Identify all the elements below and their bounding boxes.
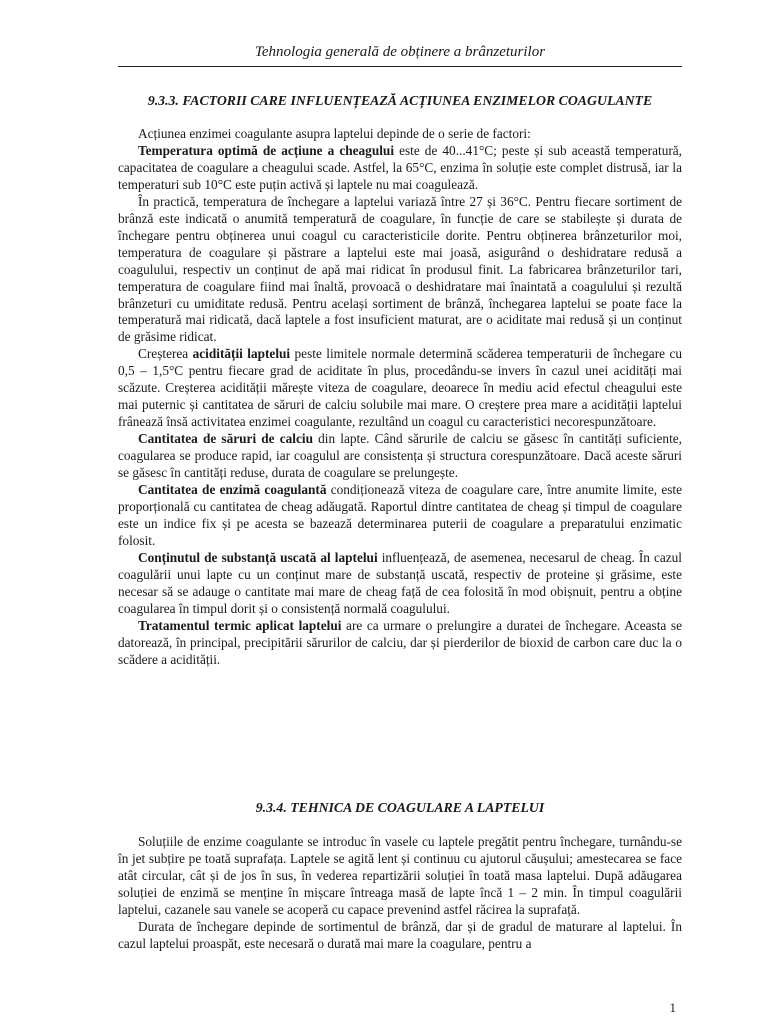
page-header: Tehnologia generală de obținere a brânzeturilor	[254, 44, 546, 60]
paragraph-text: condiționează viteza de coagulare care, între anumite limite, este proporțională cu cantitatea de cheag adăugată. Raportul dintre cantitatea de cheag și timpul de coagulare este un indice fix și pe acesta se bazează determinarea puterii de coagulare a preparatului enzimatic folosit.	[118, 482, 682, 548]
paragraph	[118, 482, 682, 550]
paragraph-text: din lapte. Când sărurile de calciu se găsesc în cantități suficiente, coagularea se produce rapid, iar coagulul are consistența și structura corespunzătoare. Dacă aceste săruri se găsesc în cantități reduse, durata de coagulare se prelungește.	[118, 431, 682, 481]
header-divider	[118, 66, 682, 67]
paragraph-text: influențează, de asemenea, necesarul de cheag. În cazul coagulării unui lapte cu un conținut mare de substanță uscată, respectiv de proteine și grăsime, este necesar să se adauge o cantitate mai mare de cheag față de cea folosită în mod obișnuit, pentru a obține coagularea în timpul dorit și o consistență normală coagulului.	[118, 549, 683, 616]
paragraph: Durata de închegare depinde de sortimentul de brânză, dar și de gradul de maturare al laptelui. În cazul laptelui proaspăt, este necesară o durată mai mare la coagulare, pentru a	[118, 918, 682, 951]
paragraph	[118, 346, 682, 431]
bold-term: acidității laptelui	[192, 346, 291, 362]
paragraph	[118, 550, 682, 618]
section-body	[118, 834, 682, 953]
bold-term: Cantitatea de enzimă coagulantă	[138, 482, 327, 498]
bold-term: Cantitatea de săruri de calciu	[138, 431, 313, 447]
paragraph-text: Creșterea	[138, 346, 193, 362]
paragraph	[118, 431, 682, 482]
paragraph: În practică, temperatura de închegare a laptelui variază între 27 și 36°C. Pentru fiecare sortiment de brânză este indicată o anumită temperatură de coagulare, în funcție de care se stabilește și durata de închegare pentru obținerea unui coagul cu caracteristicile dorite. Pentru obținerea brânzeturilor moi, temperatura de coagulare și păstrare a laptelui este mai joasă, asigurând o deshidratare redusă a coagulului, respectiv un conținut de apă mai ridicat în produsul finit. La fabricarea brânzeturilor tari, temperatura de coagulare fiind mai înaltă, provoacă o deshidratare mai înaintată a coagulului și rezultă brânzeturi cu umiditate redusă. Pentru același sortiment de brânză, închegarea laptelui se poate face la temperatură mai ridicată, dacă laptele a fost insuficient maturat, are o aciditate mai redusă și un conținut de grăsime ridicat.	[118, 193, 682, 345]
paragraph	[118, 143, 682, 194]
paragraph: Acțiunea enzimei coagulante asupra laptelui depinde de o serie de factori:	[138, 126, 531, 141]
bold-term: Conținutul de substanță uscată al laptelui	[138, 549, 378, 565]
paragraph-text: peste limitele normale determină scăderea temperaturii de închegare cu 0,5 – 1,5°C pentru fiecare grad de aciditate în plus, procedându-se invers în cazul unei acidități mai scăzute. Creșterea acidității mărește viteza de coagulare, deoarece în mediu acid efectul cheagului este mai puternic și cantitatea de săruri de calciu solubile mai mare. O creștere prea mare a acidității laptelui frânează însă activitatea enzimei coagulante, rezultând un coagul cu caracteristici necorespunzătoare.	[118, 346, 683, 430]
section-title: 9.3.4. TEHNICA DE COAGULARE A LAPTELUI	[255, 800, 545, 815]
paragraph: Soluțiile de enzime coagulante se introduc în vasele cu laptele pregătit pentru închegare, turnându-se în jet subțire pe toată suprafața. Laptele se agită lent și continuu cu ajutorul căușului; amestecarea se face atât circular, cât și de jos în sus, în vederea repartizării soluției în toată masa laptelui. După adăugarea soluției de enzimă se menține în mișcare întreaga masă de lapte încă 1 – 2 min. În timpul coagulării laptelui, cazanele sau vanele se acoperă cu capace prevenind astfel răcirea la suprafață.	[118, 834, 682, 917]
bold-term: Temperatura optimă de acțiune a cheagului	[138, 142, 395, 158]
page-number: 1	[669, 1000, 676, 1015]
section-body	[118, 126, 682, 669]
paragraph	[118, 618, 682, 669]
section-title: 9.3.3. FACTORII CARE INFLUENȚEAZĂ ACȚIUNEA ENZIMELOR COAGULANTE	[147, 93, 653, 108]
paragraph-text: este de 40...41°C; peste și sub această temperatură, capacitatea de coagulare a cheagului scade. Astfel, la 65°C, enzima în soluție este complet distrusă, iar la temperaturi sub 10°C este puțin activă și laptele nu mai coagulează.	[118, 142, 682, 192]
bold-term: Tratamentul termic aplicat laptelui	[138, 617, 342, 633]
paragraph-text: are ca urmare o prelungire a duratei de închegare. Aceasta se datorează, în principal, precipitării sărurilor de calciu, dar și pierderilor de bioxid de carbon care duc la o scădere a acidității.	[118, 617, 682, 667]
